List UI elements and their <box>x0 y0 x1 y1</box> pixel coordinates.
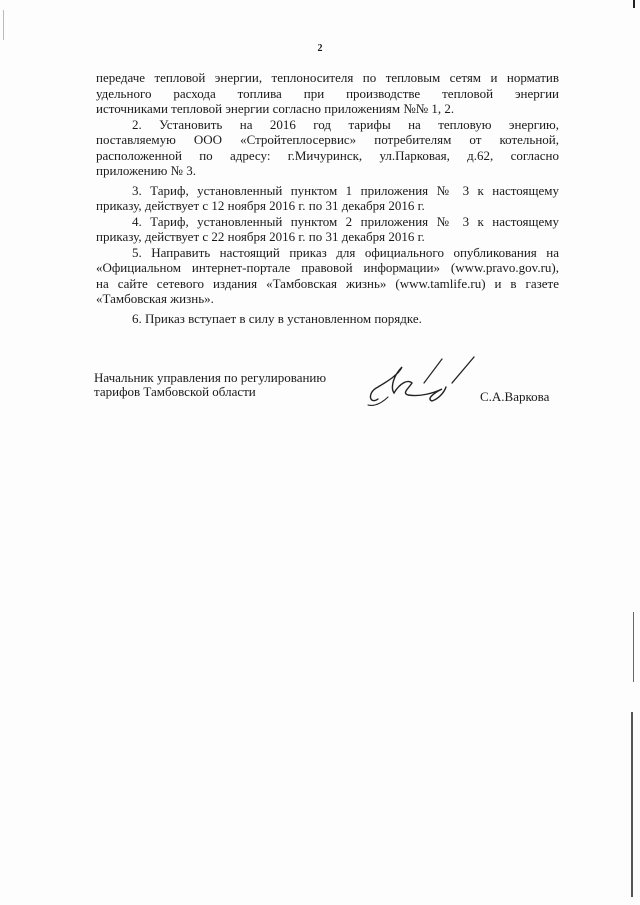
text-line: передаче тепловой энергии, теплоносителя по тепловым сетям и норматив <box>96 70 559 85</box>
paragraph-continuation <box>96 70 559 117</box>
text-line: приказу, действует с 22 ноября 2016 г. по 31 декабря 2016 г. <box>96 229 425 244</box>
text-line: 3. Тариф, установленный пунктом 1 приложения № 3 к настоящему <box>132 182 559 198</box>
signature-block <box>94 371 564 431</box>
paragraph-item-2 <box>96 117 559 179</box>
text-line: «Тамбовская жизнь». <box>96 291 214 306</box>
paragraph-item-5 <box>96 245 559 307</box>
text-line: поставляемую ООО «Стройтеплосервис» потребителям от котельной, <box>96 132 559 147</box>
text-line: приложению № 3. <box>96 163 196 178</box>
text-line: 5. Направить настоящий приказ для официального опубликования на <box>132 244 559 260</box>
text-line: 2. Установить на 2016 год тарифы на тепловую энергию, <box>132 116 559 132</box>
handwritten-signature <box>364 353 494 413</box>
text-line: приказу, действует с 12 ноября 2016 г. по 31 декабря 2016 г. <box>96 198 425 213</box>
paragraph-item-3 <box>96 183 559 214</box>
text-line: 4. Тариф, установленный пунктом 2 приложения № 3 к настоящему <box>132 213 559 229</box>
text-line: расположенной по адресу: г.Мичуринск, ул.Парковая, д.62, согласно <box>96 147 559 163</box>
scan-edge-mark <box>3 10 4 40</box>
page-number: 2 <box>317 43 323 54</box>
scan-edge-mark <box>633 612 634 682</box>
text-line: источниками тепловой энергии согласно приложениям №№ 1, 2. <box>96 101 455 116</box>
text-line: на сайте сетевого издания «Тамбовская жизнь» (www.tamlife.ru) и в газете <box>96 275 559 291</box>
scan-edge-mark <box>633 0 635 8</box>
document-body <box>96 70 559 326</box>
scan-edge-mark <box>631 712 633 897</box>
signer-title-line: тарифов Тамбовской области <box>94 384 256 399</box>
signer-title-line: Начальник управления по регулированию <box>94 370 327 385</box>
text-line: 6. Приказ вступает в силу в установленном порядке. <box>132 310 422 326</box>
signer-name: С.А.Варкова <box>480 389 550 404</box>
paragraph-item-4 <box>96 214 559 245</box>
signer-title <box>94 371 374 399</box>
text-line: удельного расхода топлива при производстве тепловой энергии <box>96 85 559 101</box>
paragraph-item-6 <box>96 311 559 327</box>
text-line: «Официальном интернет-портале правовой информации» (www.pravo.gov.ru), <box>96 260 559 275</box>
